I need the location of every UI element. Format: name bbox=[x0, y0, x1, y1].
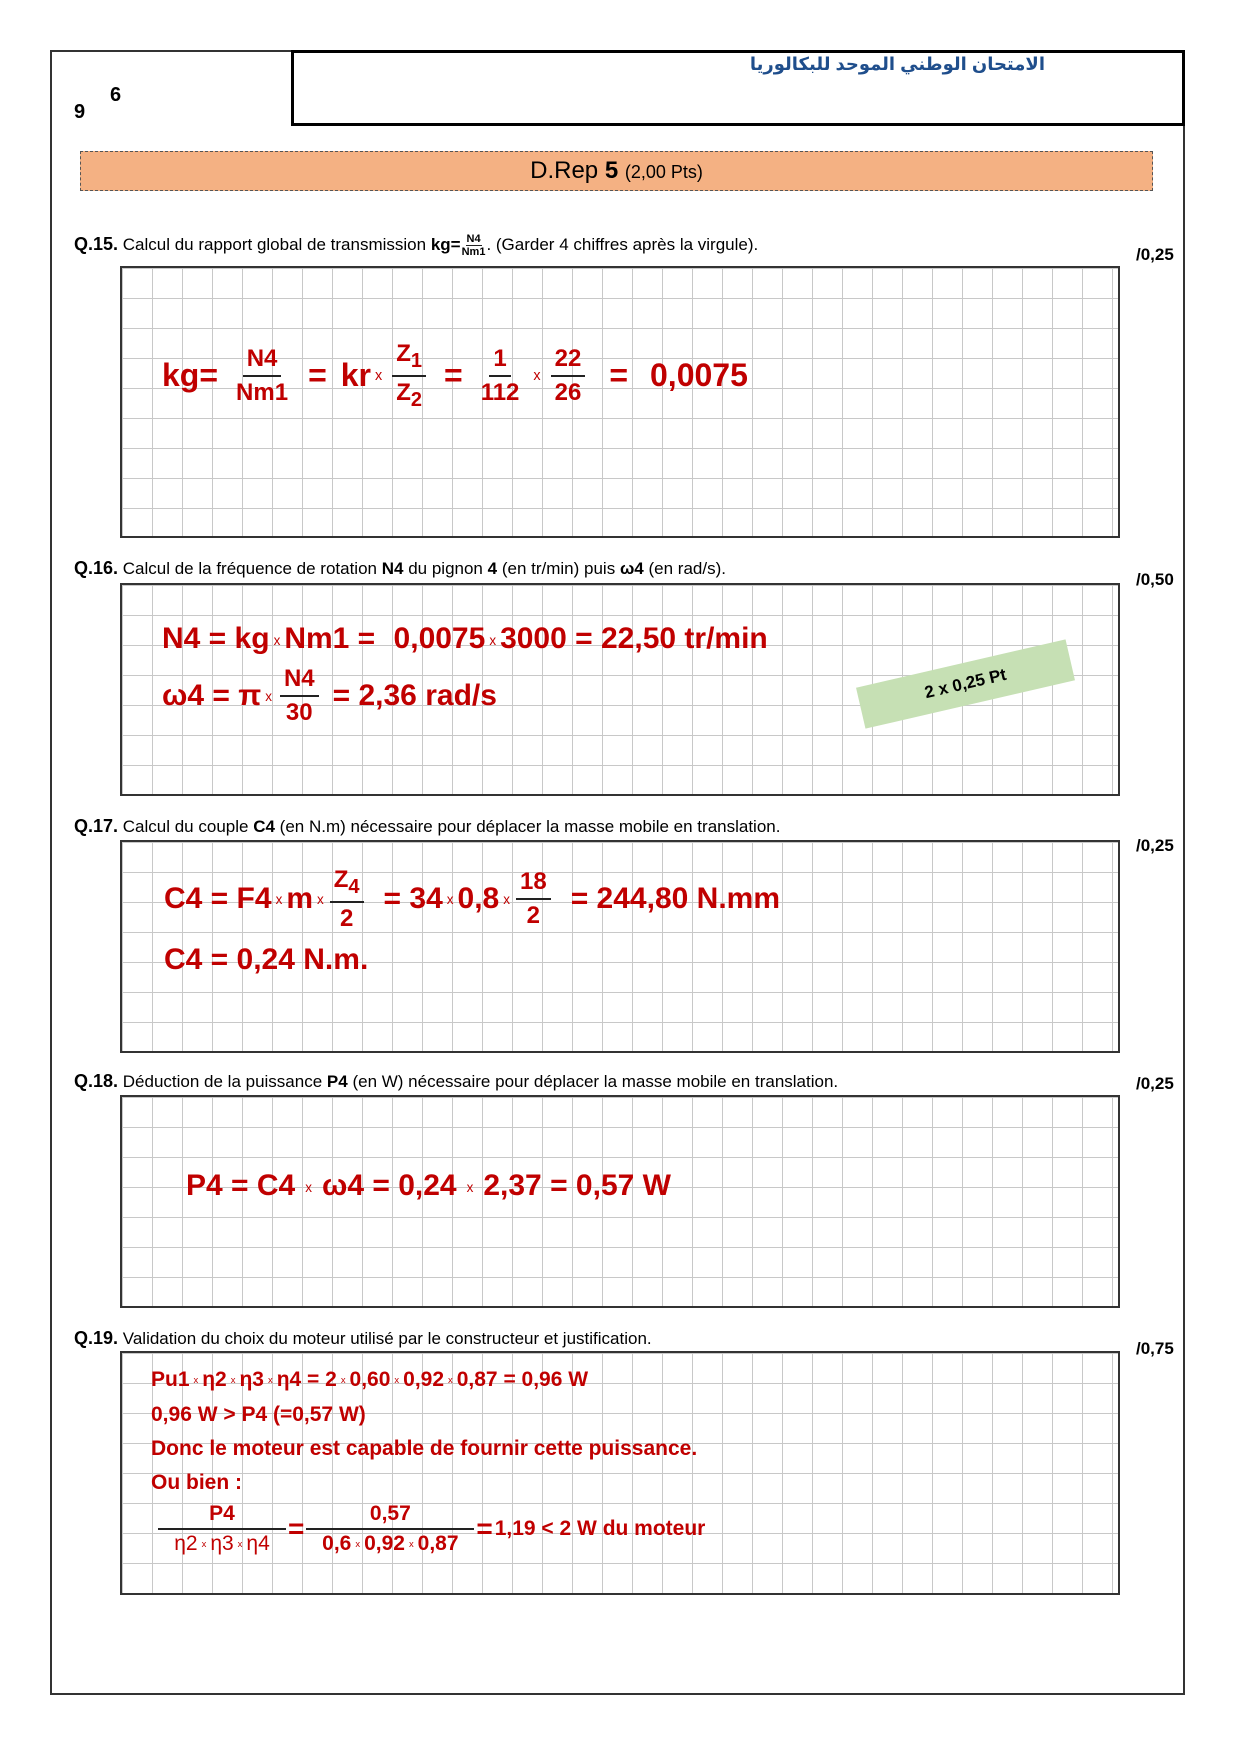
q19-line1 bbox=[151, 1368, 588, 1392]
q19-eq1: = bbox=[288, 1513, 305, 1544]
q19-line4: Ou bien : bbox=[151, 1471, 242, 1494]
q19-l1-c: η3 bbox=[239, 1368, 264, 1391]
q16-l1-x1: x bbox=[273, 632, 281, 648]
q19-l1-a: Pu1 bbox=[151, 1368, 190, 1391]
q17-prompt bbox=[74, 816, 780, 837]
q15-score: /0,25 bbox=[1136, 245, 1174, 264]
q16-l2-x: x bbox=[265, 688, 272, 704]
q19-line2: 0,96 W > P4 (=0,57 W) bbox=[151, 1403, 366, 1426]
q15-f2-num: Z bbox=[396, 340, 411, 367]
q16-number: Q.16. bbox=[74, 558, 119, 578]
q19-l1-x5: x bbox=[394, 1374, 400, 1386]
q19-l1-x4: x bbox=[340, 1374, 346, 1386]
q17-l1-x4: x bbox=[503, 891, 510, 907]
q18-bold1: P4 bbox=[326, 1072, 348, 1091]
q16-l1-c: 0,0075 bbox=[393, 622, 486, 655]
q15-f3-den: 112 bbox=[480, 378, 520, 406]
q15-prompt bbox=[74, 233, 758, 258]
q19-f1-num: P4 bbox=[158, 1502, 286, 1530]
points-badge: 2 x 0,25 Pt bbox=[856, 639, 1075, 728]
q19-f1-den-b: η3 bbox=[210, 1532, 234, 1555]
q19-tail: 1,19 < 2 W du moteur bbox=[494, 1517, 706, 1540]
q15-kg-label: kg= bbox=[430, 234, 461, 254]
q19-text: Validation du choix du moteur utilisé par le constructeur et justification. bbox=[122, 1329, 652, 1348]
q19-number: Q.19. bbox=[74, 1328, 119, 1348]
q16-bold2: 4 bbox=[487, 559, 498, 578]
q19-prompt bbox=[74, 1328, 652, 1349]
q17-l1-e: = 244,80 N.mm bbox=[570, 882, 780, 916]
q18-text-a: Déduction de la puissance bbox=[122, 1072, 323, 1091]
q15-eq1: = bbox=[308, 357, 327, 394]
q17-f2-den: 2 bbox=[526, 902, 541, 930]
q16-l1-a: N4 = kg bbox=[162, 622, 270, 655]
q17-line1 bbox=[164, 866, 780, 933]
q17-number: Q.17. bbox=[74, 816, 119, 836]
q16-bold1: N4 bbox=[381, 559, 404, 578]
q19-l1-x3: x bbox=[267, 1374, 273, 1386]
q17-l1-x2: x bbox=[317, 891, 324, 907]
q17-l1-x3: x bbox=[446, 891, 454, 907]
q19-f1-den-x2: x bbox=[237, 1538, 243, 1550]
q19-f1-den-a: η2 bbox=[174, 1532, 198, 1555]
section-points: (2,00 Pts) bbox=[624, 162, 703, 182]
section-banner bbox=[80, 151, 1153, 191]
q16-l2-den: 30 bbox=[285, 699, 313, 726]
q19-l1-x6: x bbox=[448, 1374, 453, 1386]
page-total: 9 bbox=[74, 101, 86, 123]
q15-prompt-frac-num: N4 bbox=[466, 233, 481, 245]
q19-f1-den-x1: x bbox=[201, 1538, 207, 1550]
q15-text-a: Calcul du rapport global de transmission bbox=[122, 234, 427, 254]
page-current: 6 bbox=[110, 84, 122, 106]
q15-x2: x bbox=[533, 367, 541, 384]
q16-bold3: ω4 bbox=[619, 559, 644, 578]
q15-x1: x bbox=[375, 367, 383, 384]
q18-score: /0,25 bbox=[1136, 1074, 1174, 1093]
q18-number: Q.18. bbox=[74, 1071, 119, 1091]
q18-a: P4 = C4 bbox=[186, 1169, 296, 1202]
q19-f2-den-c: 0,87 bbox=[417, 1532, 459, 1555]
q19-f2-den-b: 0,92 bbox=[364, 1532, 405, 1555]
q15-eq2: = bbox=[444, 357, 463, 394]
q17-l1-a: C4 = F4 bbox=[164, 882, 272, 916]
q16-text-d: (en rad/s). bbox=[648, 559, 726, 578]
q16-text-c: (en tr/min) puis bbox=[501, 559, 616, 578]
q18-x1: x bbox=[305, 1179, 312, 1195]
q17-line2: C4 = 0,24 N.m. bbox=[164, 943, 369, 976]
q15-f3-num: 1 bbox=[489, 345, 510, 377]
q16-l1-x2: x bbox=[489, 632, 497, 648]
q19-f2-num: 0,57 bbox=[306, 1502, 474, 1530]
q16-prompt bbox=[74, 558, 726, 579]
q16-l1-b: Nm1 = bbox=[284, 622, 376, 655]
q15-f2-den: Z bbox=[396, 378, 411, 406]
q17-f1-num: Z bbox=[333, 866, 349, 893]
q18-answer bbox=[186, 1169, 671, 1203]
q15-f4-den: 26 bbox=[554, 378, 582, 406]
q17-bold1: C4 bbox=[253, 817, 275, 836]
q15-prompt-frac-den: Nm1 bbox=[461, 246, 486, 258]
q19-l1-x2: x bbox=[230, 1374, 236, 1386]
q15-f1-den: Nm1 bbox=[236, 378, 289, 406]
q15-text-b: . (Garder 4 chiffres après la virgule). bbox=[486, 234, 759, 254]
q18-text-b: (en W) nécessaire pour déplacer la masse mobile en translation. bbox=[352, 1072, 839, 1091]
q18-x2: x bbox=[466, 1179, 474, 1195]
q15-result: 0,0075 bbox=[650, 357, 748, 394]
q16-l1-d: 3000 = 22,50 tr/min bbox=[500, 622, 768, 655]
q19-formula bbox=[158, 1502, 705, 1556]
q17-l1-d: 0,8 bbox=[457, 882, 500, 916]
q19-f2-den-a: 0,6 bbox=[322, 1532, 352, 1555]
q15-f4-num: 22 bbox=[551, 345, 586, 377]
q17-l1-c: = 34 bbox=[383, 882, 443, 916]
q19-l1-d: η4 = 2 bbox=[276, 1368, 337, 1391]
q19-l1-g: 0,87 = 0,96 W bbox=[456, 1368, 589, 1391]
q15-number: Q.15. bbox=[74, 233, 119, 254]
q17-text-a: Calcul du couple bbox=[122, 817, 249, 836]
q19-l1-e: 0,60 bbox=[349, 1368, 391, 1391]
q16-l2-a: ω4 = π bbox=[162, 679, 262, 712]
q17-f2-num: 18 bbox=[516, 868, 551, 900]
q16-score: /0,50 bbox=[1136, 570, 1174, 589]
q19-f2-den-x1: x bbox=[355, 1538, 361, 1550]
q19-score: /0,75 bbox=[1136, 1339, 1174, 1358]
q19-l1-b: η2 bbox=[202, 1368, 227, 1391]
q17-f1-num-sub: 4 bbox=[348, 875, 360, 898]
q19-f2-den-x2: x bbox=[408, 1538, 414, 1550]
q17-l1-b: m bbox=[286, 882, 313, 916]
q17-score: /0,25 bbox=[1136, 836, 1174, 855]
q19-l1-x1: x bbox=[193, 1374, 199, 1386]
q18-c: 2,37 = 0,57 W bbox=[483, 1169, 671, 1202]
q16-text-b: du pignon bbox=[408, 559, 483, 578]
q18-prompt bbox=[74, 1071, 838, 1092]
section-number: 5 bbox=[604, 157, 619, 184]
q18-b: ω4 = 0,24 bbox=[321, 1169, 457, 1202]
q17-l1-x1: x bbox=[275, 891, 283, 907]
exam-title: الامتحان الوطني الموحد للبكالوريا bbox=[749, 54, 1045, 74]
q15-eq3: = bbox=[609, 357, 628, 394]
q19-eq2: = bbox=[476, 1513, 493, 1544]
q19-line3: Donc le moteur est capable de fournir cette puissance. bbox=[151, 1437, 698, 1460]
q15-f1-num: N4 bbox=[243, 345, 282, 377]
q15-lhs: kg= bbox=[162, 357, 219, 394]
q16-text-a: Calcul de la fréquence de rotation bbox=[122, 559, 377, 578]
q19-l1-f: 0,92 bbox=[403, 1368, 445, 1391]
q15-answer bbox=[162, 340, 748, 412]
q17-f1-den: 2 bbox=[339, 904, 354, 932]
q16-l2-num: N4 bbox=[280, 665, 319, 697]
q16-l2-b: = 2,36 rad/s bbox=[332, 679, 497, 712]
q17-text-b: (en N.m) nécessaire pour déplacer la masse mobile en translation. bbox=[279, 817, 781, 836]
q19-f1-den-c: η4 bbox=[246, 1532, 270, 1555]
section-title: D.Rep bbox=[530, 157, 599, 184]
q15-f2-num-sub: 1 bbox=[410, 349, 422, 372]
q16-line2 bbox=[162, 665, 497, 727]
q15-f2-den-sub: 2 bbox=[410, 388, 422, 411]
q15-kr: kr bbox=[340, 357, 371, 394]
q16-line1 bbox=[162, 622, 768, 656]
